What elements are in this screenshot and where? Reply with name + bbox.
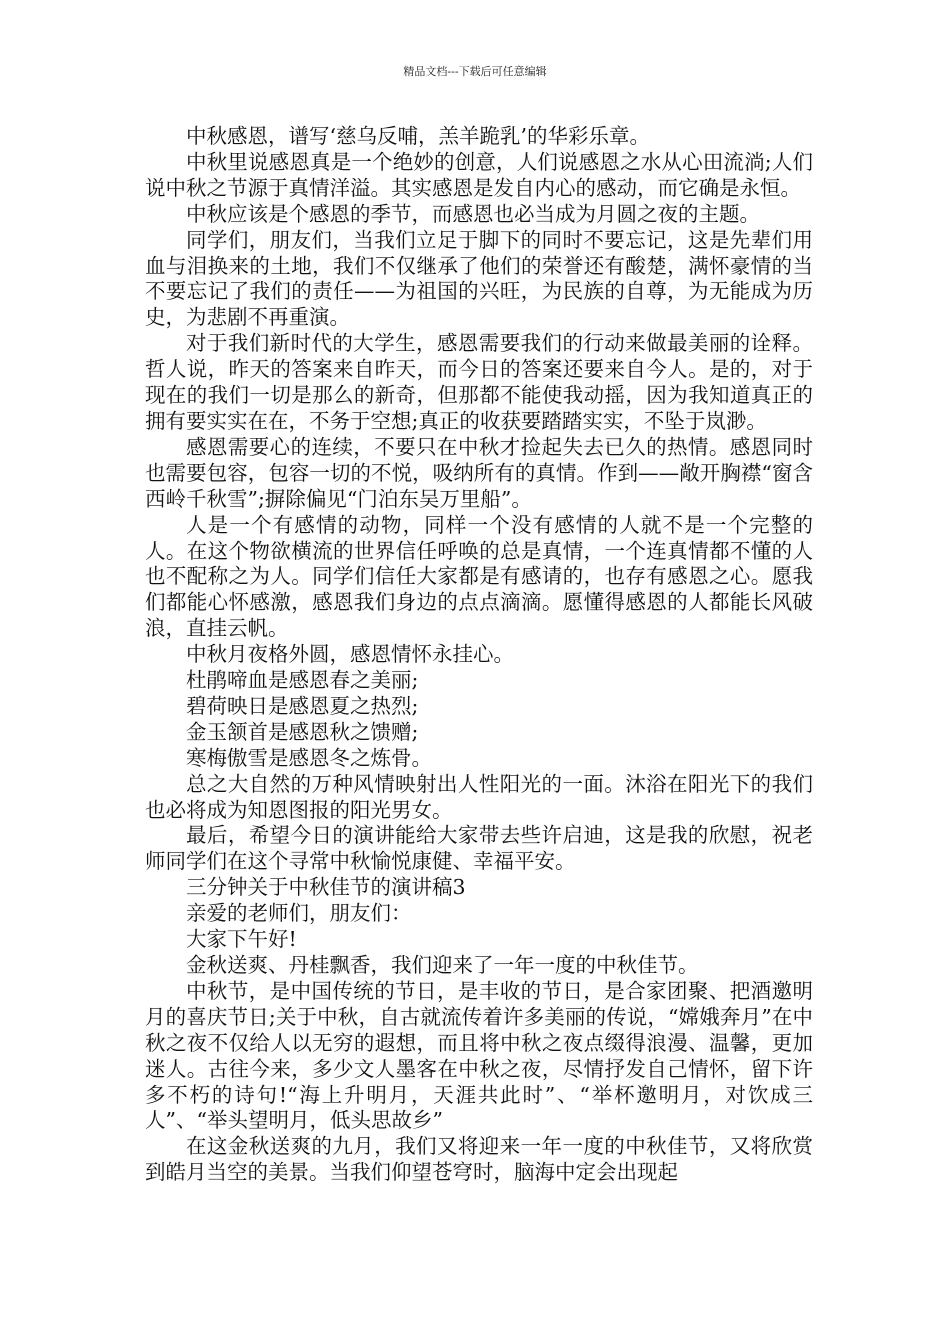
poem-line: 碧荷映日是感恩夏之热烈; <box>186 693 419 718</box>
section-title: 三分钟关于中秋佳节的演讲稿3 <box>186 875 466 900</box>
paragraph: 中秋感恩，谱写‘慈乌反哺，羔羊跪乳’的华彩乐章。 <box>186 124 651 148</box>
paragraph: 在这金秋送爽的九月，我们又将迎来一年一度的中秋佳节，又将欣赏到皓月当空的美景。当我们仰望苍穹时，脑海中定会出现起 <box>145 1134 813 1185</box>
paragraph: 金秋送爽、丹桂飘香，我们迎来了一年一度的中秋佳节。 <box>186 953 699 977</box>
poem-line: 金玉颔首是感恩秋之馈赠; <box>186 719 419 744</box>
salutation: 亲爱的老师们，朋友们： <box>186 901 412 926</box>
paragraph: 感恩需要心的连续，不要只在中秋才捡起失去已久的热情。感恩同时也需要包容，包容一切的不悦，吸纳所有的真情。作到——敞开胸襟“窗含西岭千秋雪”;摒除偏见“门泊东吴万里船”。 <box>145 434 813 511</box>
paragraph: 最后，希望今日的演讲能给大家带去些许启迪，这是我的欣慰，祝老师同学们在这个寻常中秋愉悦康健、幸福平安。 <box>145 823 813 874</box>
paragraph: 同学们，朋友们，当我们立足于脚下的同时不要忘记，这是先辈们用血与泪换来的土地，我们不仅继承了他们的荣誉还有酸楚，满怀豪情的当不要忘记了我们的责任——为祖国的兴旺，为民族的自尊，为无能成为历史，为悲剧不再重演。 <box>145 227 813 330</box>
document-body <box>145 124 813 1186</box>
paragraph: 中秋节，是中国传统的节日，是丰收的节日，是合家团聚、把酒邀明月的喜庆节日;关于中秋，自古就流传着许多美丽的传说，“嫦娥奔月”在中秋之夜不仅给人以无穷的遐想，而且将中秋之夜点缀得浪漫、温馨，更加迷人。古往今来，多少文人墨客在中秋之夜，尽情抒发自己情怀，留下许多不朽的诗句!“海上升明月，天涯共此时”、“举杯邀明月，对饮成三人”、“举头望明月，低头思故乡” <box>145 978 813 1133</box>
paragraph: 总之大自然的万种风情映射出人性阳光的一面。沐浴在阳光下的我们也必将成为知恩图报的阳光男女。 <box>145 771 813 822</box>
poem-line: 杜鹃啼血是感恩春之美丽; <box>186 668 419 693</box>
paragraph: 对于我们新时代的大学生，感恩需要我们的行动来做最美丽的诠释。哲人说，昨天的答案来自昨天，而今日的答案还要来自今人。是的，对于现在的我们一切是那么的新奇，但那都不能使我动摇，因为我知道真正的拥有要实实在在，不务于空想;真正的收获要踏踏实实，不坠于岚渺。 <box>145 331 813 433</box>
poem-line: 寒梅傲雪是感恩冬之炼骨。 <box>186 745 432 770</box>
paragraph: 中秋里说感恩真是一个绝妙的创意，人们说感恩之水从心田流淌;人们说中秋之节源于真情洋溢。其实感恩是发自内心的感动，而它确是永恒。 <box>145 149 813 200</box>
page-header: 精品文档---下载后可任意编辑 <box>403 65 547 78</box>
paragraph: 中秋应该是个感恩的季节，而感恩也必当成为月圆之夜的主题。 <box>186 201 760 226</box>
paragraph: 人是一个有感情的动物，同样一个没有感情的人就不是一个完整的人。在这个物欲横流的世界信任呼唤的总是真情，一个连真情都不懂的人也不配称之为人。同学们信任大家都是有感请的，也存有感恩之心。愿我们都能心怀感激，感恩我们身边的点点滴滴。愿懂得感恩的人都能长风破浪，直挂云帆。 <box>145 512 813 641</box>
paragraph: 中秋月夜格外圆，感恩情怀永挂心。 <box>186 642 514 667</box>
greeting: 大家下午好! <box>186 927 297 952</box>
